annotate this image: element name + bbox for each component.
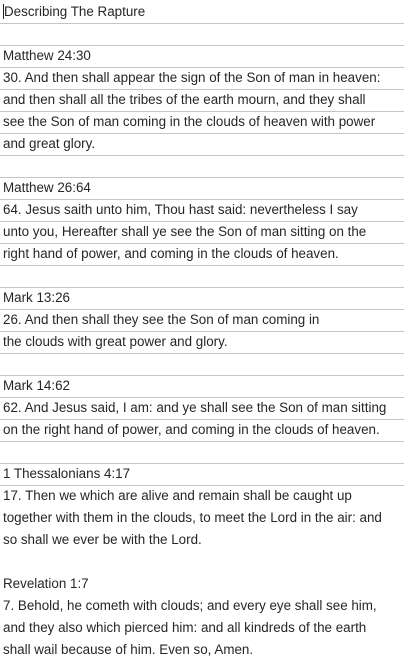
passage-reference: Matthew 26:64 <box>3 180 91 195</box>
passage-text-line: on the right hand of power, and coming in the clouds of heaven. <box>3 422 380 437</box>
passage-text-line: and then shall all the tribes of the earth mourn, and they shall <box>3 92 366 107</box>
passage-reference: Revelation 1:7 <box>3 576 89 591</box>
passage-text-line: the clouds with great power and glory. <box>3 334 228 349</box>
passage-text-line: 30. And then shall appear the sign of the Son of man in heaven: <box>3 70 381 85</box>
blank-line <box>3 354 400 376</box>
blank-line <box>3 552 400 574</box>
blank-line <box>3 24 400 46</box>
passage-text-line: 26. And then shall they see the Son of man coming in <box>3 312 320 327</box>
passage-reference: Matthew 24:30 <box>3 48 91 63</box>
passage-reference: 1 Thessalonians 4:17 <box>3 466 131 481</box>
passage-text-line: and great glory. <box>3 136 96 151</box>
passage-text-line: so shall we ever be with the Lord. <box>3 532 202 547</box>
note-content[interactable] <box>3 2 400 662</box>
passage-reference: Mark 13:26 <box>3 290 70 305</box>
passage-text-line: 7. Behold, he cometh with clouds; and every eye shall see him, <box>3 598 377 613</box>
passage-text-line: right hand of power, and coming in the clouds of heaven. <box>3 246 339 261</box>
passage-text-line: and they also which pierced him: and all kindreds of the earth <box>3 620 367 635</box>
passage-reference: Mark 14:62 <box>3 378 70 393</box>
blank-line <box>3 156 400 178</box>
passage-text-line: together with them in the clouds, to meet the Lord in the air: and <box>3 510 382 525</box>
passage-text-line: shall wail because of him. Even so, Amen. <box>3 642 254 657</box>
blank-line <box>3 266 400 288</box>
passage-text-line: unto you, Hereafter shall ye see the Son of man sitting on the <box>3 224 367 239</box>
passage-text-line: 64. Jesus saith unto him, Thou hast said: nevertheless I say <box>3 202 358 217</box>
document-title: Describing The Rapture <box>4 4 146 19</box>
passage-text-line: 62. And Jesus said, I am: and ye shall see the Son of man sitting <box>3 400 387 415</box>
passage-text-line: 17. Then we which are alive and remain shall be caught up <box>3 488 352 503</box>
passage-text-line: see the Son of man coming in the clouds of heaven with power <box>3 114 376 129</box>
blank-line <box>3 442 400 464</box>
